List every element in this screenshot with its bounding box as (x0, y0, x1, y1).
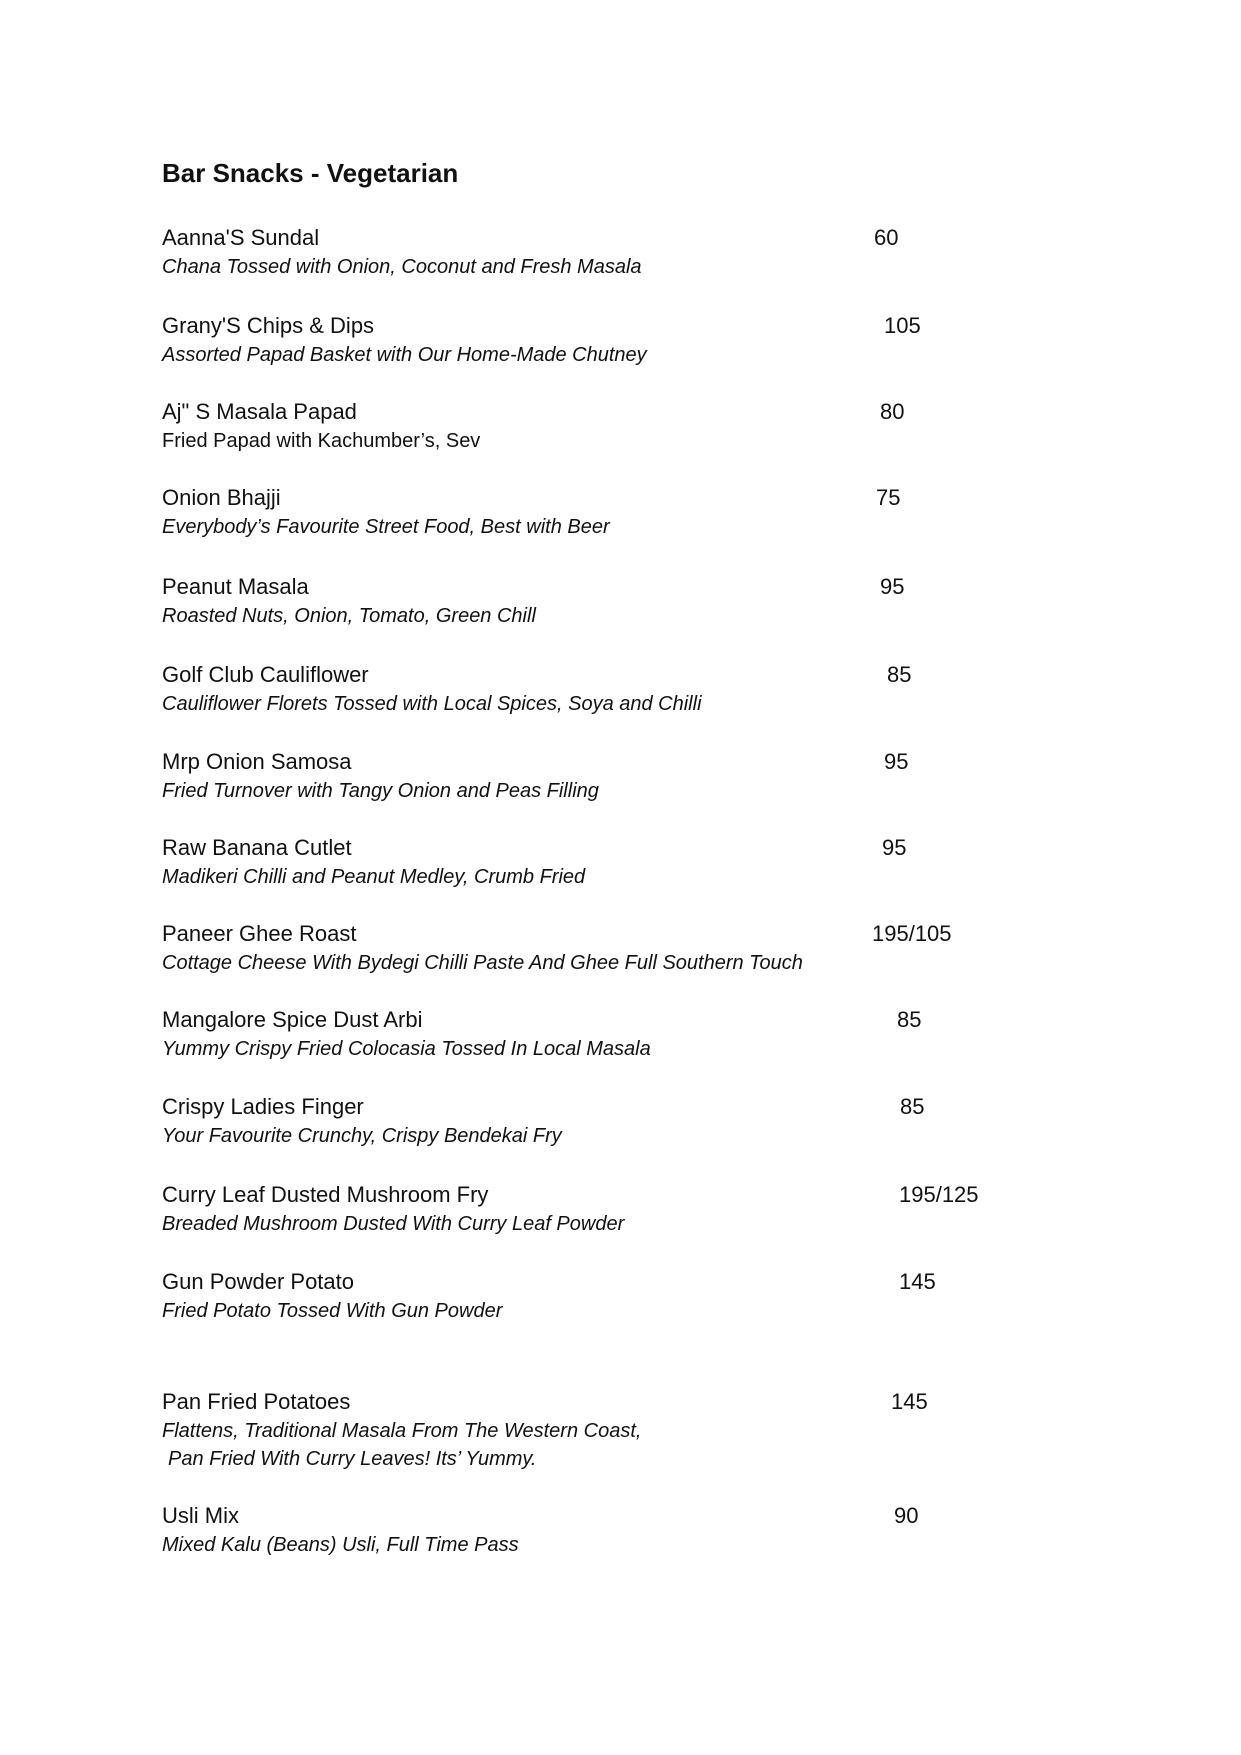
item-name: Aj" S Masala Papad (162, 399, 357, 424)
item-name: Aanna'S Sundal (162, 225, 320, 250)
item-description: Roasted Nuts, Onion, Tomato, Green Chill (162, 605, 536, 627)
item-name: Mrp Onion Samosa (162, 749, 352, 774)
item-name: Peanut Masala (162, 574, 309, 599)
item-price: 85 (900, 1094, 925, 1119)
item-price: 75 (876, 485, 901, 510)
item-description-line-2: Pan Fried With Curry Leaves! Its’ Yummy. (168, 1448, 537, 1470)
item-description: Assorted Papad Basket with Our Home-Made Chutney (162, 344, 647, 366)
item-price: 95 (880, 574, 905, 599)
item-price: 195/125 (899, 1182, 979, 1207)
menu-item (162, 483, 1162, 541)
menu-item (162, 311, 1162, 369)
menu-item (162, 660, 1162, 718)
item-price: 145 (891, 1389, 928, 1414)
item-name: Usli Mix (162, 1503, 239, 1528)
item-description: Cottage Cheese With Bydegi Chilli Paste And Ghee Full Southern Touch (162, 952, 803, 974)
item-description: Mixed Kalu (Beans) Usli, Full Time Pass (162, 1534, 519, 1556)
item-name: Paneer Ghee Roast (162, 921, 357, 946)
item-description: Madikeri Chilli and Peanut Medley, Crumb Fried (162, 866, 586, 888)
item-description: Cauliflower Florets Tossed with Local Spices, Soya and Chilli (162, 693, 702, 715)
menu-item (162, 1267, 1162, 1325)
item-name: Gun Powder Potato (162, 1269, 355, 1294)
item-name: Raw Banana Cutlet (162, 835, 352, 860)
item-price: 60 (874, 225, 899, 250)
item-price: 195/105 (872, 921, 952, 946)
item-price: 145 (899, 1269, 936, 1294)
item-name: Mangalore Spice Dust Arbi (162, 1007, 423, 1032)
item-description: Breaded Mushroom Dusted With Curry Leaf Powder (162, 1213, 625, 1235)
menu-item (162, 397, 1162, 455)
item-name: Crispy Ladies Finger (162, 1094, 364, 1119)
item-description: Fried Turnover with Tangy Onion and Peas Filling (162, 780, 599, 802)
item-description: Flattens, Traditional Masala From The Western Coast, (162, 1420, 642, 1442)
item-name: Pan Fried Potatoes (162, 1389, 351, 1414)
item-price: 95 (882, 835, 907, 860)
item-price: 80 (880, 399, 905, 424)
item-price: 105 (884, 313, 921, 338)
item-description: Chana Tossed with Onion, Coconut and Fresh Masala (162, 256, 642, 278)
menu-item (162, 1005, 1162, 1063)
menu-item (162, 1180, 1162, 1238)
item-price: 85 (897, 1007, 922, 1032)
menu-item (162, 1387, 1162, 1473)
menu-title: Bar Snacks - Vegetarian (162, 158, 459, 188)
item-name: Curry Leaf Dusted Mushroom Fry (162, 1182, 489, 1207)
item-name: Golf Club Cauliflower (162, 662, 369, 687)
item-price: 90 (894, 1503, 919, 1528)
menu-item (162, 572, 1162, 630)
item-name: Onion Bhajji (162, 485, 281, 510)
menu-item (162, 1501, 1162, 1559)
item-name: Grany'S Chips & Dips (162, 313, 375, 338)
item-description: Everybody’s Favourite Street Food, Best with Beer (162, 516, 610, 538)
item-description: Fried Papad with Kachumber’s, Sev (162, 430, 481, 452)
item-price: 85 (887, 662, 912, 687)
item-description: Yummy Crispy Fried Colocasia Tossed In Local Masala (162, 1038, 651, 1060)
menu-item (162, 223, 1162, 281)
item-description: Your Favourite Crunchy, Crispy Bendekai Fry (162, 1125, 562, 1147)
menu-item (162, 747, 1162, 805)
menu-item (162, 1092, 1162, 1150)
item-description: Fried Potato Tossed With Gun Powder (162, 1300, 503, 1322)
menu-item (162, 919, 1162, 977)
menu-item (162, 833, 1162, 891)
item-price: 95 (884, 749, 909, 774)
